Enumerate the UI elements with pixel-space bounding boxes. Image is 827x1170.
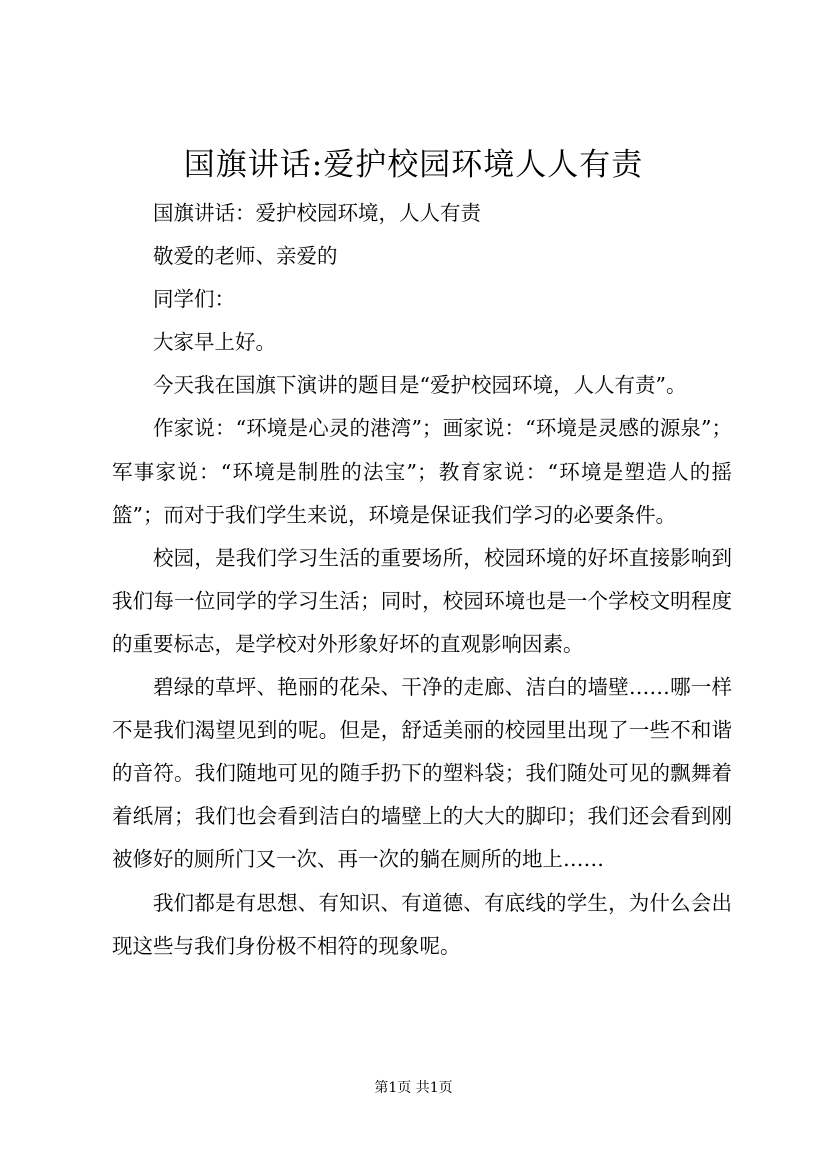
paragraph: 敬爱的老师、亲爱的 [153, 244, 338, 269]
document-body [112, 192, 732, 968]
paragraph: 校园，是我们学习生活的重要场所，校园环境的好坏直接影响到我们每一位同学的学习生活；同时，校园环境也是一个学校文明程度的重要标志，是学校对外形象好坏的直观影响因素。 [112, 545, 732, 656]
paragraph: 同学们： [153, 287, 235, 312]
paragraph: 今天我在国旗下演讲的题目是“爱护校园环境，人人有责”。 [153, 373, 687, 398]
paragraph: 国旗讲话：爱护校园环境，人人有责 [153, 201, 481, 225]
paragraph: 作家说：“环境是心灵的港湾”；画家说：“环境是灵感的源泉”；军事家说：“环境是制胜的法宝”；教育家说：“环境是塑造人的摇篮”；而对于我们学生来说，环境是保证我们学习的必要条件。 [112, 416, 732, 527]
paragraph: 碧绿的草坪、艳丽的花朵、干净的走廊、洁白的墙壁……哪一样不是我们渴望见到的呢。但是，舒适美丽的校园里出现了一些不和谐的音符。我们随地可见的随手扔下的塑料袋；我们随处可见的飘舞着着纸屑；我们也会看到洁白的墙壁上的大大的脚印；我们还会看到刚被修好的厕所门又一次、再一次的躺在厕所的地上…… [112, 675, 732, 872]
paragraph: 大家早上好。 [153, 330, 276, 355]
document-title: 国旗讲话:爱护校园环境人人有责 [183, 147, 644, 183]
paragraph: 我们都是有思想、有知识、有道德、有底线的学生，为什么会出现这些与我们身份极不相符的现象呢。 [112, 890, 732, 958]
page-footer: 第1页 共1页 [374, 1080, 453, 1096]
